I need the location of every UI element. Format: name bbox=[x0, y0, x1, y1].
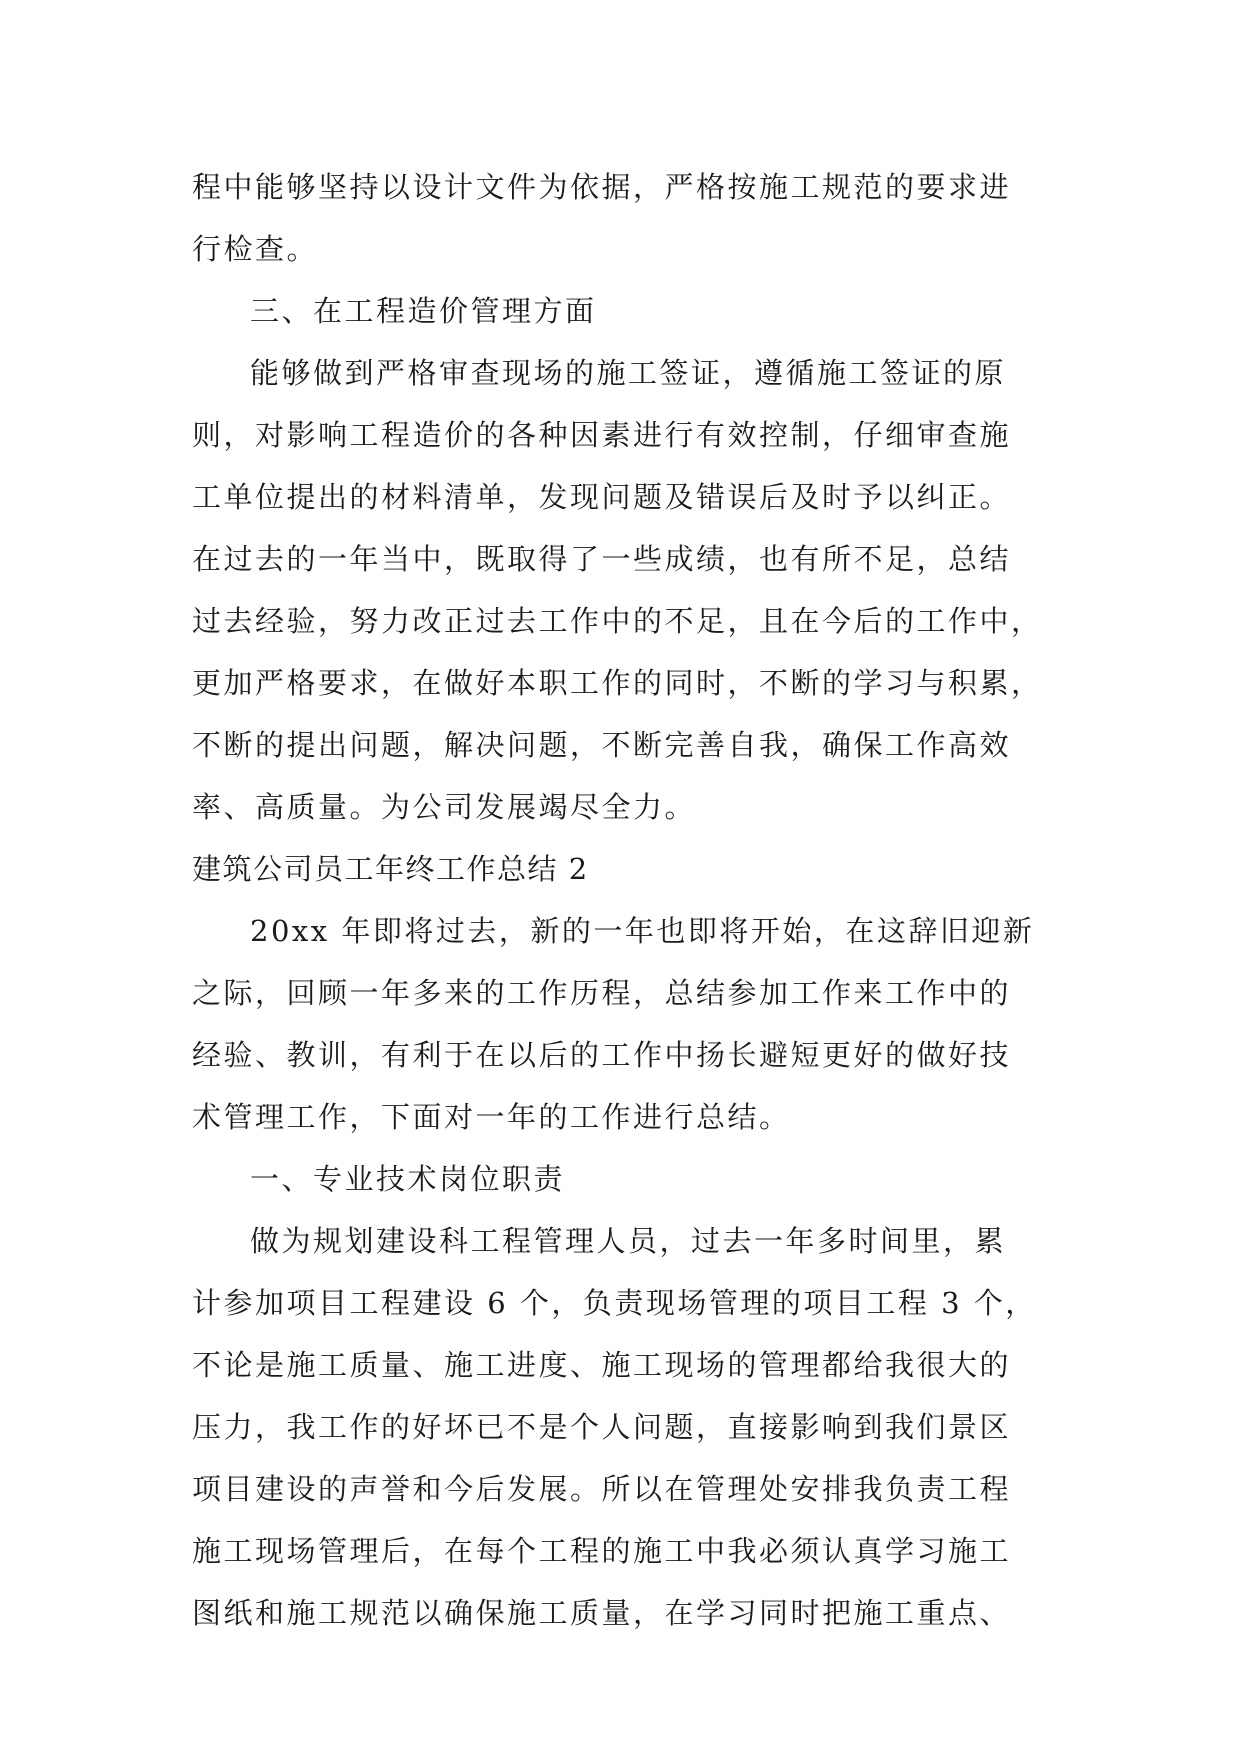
article-title: 建筑公司员工年终工作总结 2 bbox=[192, 852, 589, 886]
text-line: 能够做到严格审查现场的施工签证，遵循施工签证的原 bbox=[250, 356, 1007, 390]
text-line: 做为规划建设科工程管理人员，过去一年多时间里，累 bbox=[250, 1224, 1007, 1258]
text-line: 工单位提出的材料清单，发现问题及错误后及时予以纠正。 bbox=[192, 480, 1012, 514]
text-line: 术管理工作，下面对一年的工作进行总结。 bbox=[192, 1100, 791, 1134]
text-line: 经验、教训，有利于在以后的工作中扬长避短更好的做好技 bbox=[192, 1038, 1012, 1072]
text-line: 率、高质量。为公司发展竭尽全力。 bbox=[192, 790, 697, 824]
document-body bbox=[192, 156, 1072, 1644]
text-line: 不断的提出问题，解决问题，不断完善自我，确保工作高效 bbox=[192, 728, 1012, 762]
text-line: 过去经验，努力改正过去工作中的不足，且在今后的工作中， bbox=[192, 604, 1043, 638]
text-line: 施工现场管理后，在每个工程的施工中我必须认真学习施工 bbox=[192, 1534, 1012, 1568]
text-line: 程中能够坚持以设计文件为依据，严格按施工规范的要求进 bbox=[192, 170, 1012, 204]
text-line: 行检查。 bbox=[192, 232, 319, 266]
section-heading: 一、专业技术岗位职责 bbox=[250, 1162, 566, 1196]
text-line: 之际，回顾一年多来的工作历程，总结参加工作来工作中的 bbox=[192, 976, 1012, 1010]
text-line: 20xx 年即将过去，新的一年也即将开始，在这辞旧迎新 bbox=[250, 914, 1035, 948]
text-line: 计参加项目工程建设 6 个，负责现场管理的项目工程 3 个， bbox=[192, 1286, 1037, 1320]
text-line: 不论是施工质量、施工进度、施工现场的管理都给我很大的 bbox=[192, 1348, 1012, 1382]
text-line: 更加严格要求，在做好本职工作的同时，不断的学习与积累， bbox=[192, 666, 1043, 700]
text-line: 压力，我工作的好坏已不是个人问题，直接影响到我们景区 bbox=[192, 1410, 1012, 1444]
text-line: 则，对影响工程造价的各种因素进行有效控制，仔细审查施 bbox=[192, 418, 1012, 452]
text-line: 项目建设的声誉和今后发展。所以在管理处安排我负责工程 bbox=[192, 1472, 1012, 1506]
text-line: 在过去的一年当中，既取得了一些成绩，也有所不足，总结 bbox=[192, 542, 1012, 576]
text-line: 图纸和施工规范以确保施工质量，在学习同时把施工重点、 bbox=[192, 1596, 1012, 1630]
section-heading: 三、在工程造价管理方面 bbox=[250, 294, 597, 328]
